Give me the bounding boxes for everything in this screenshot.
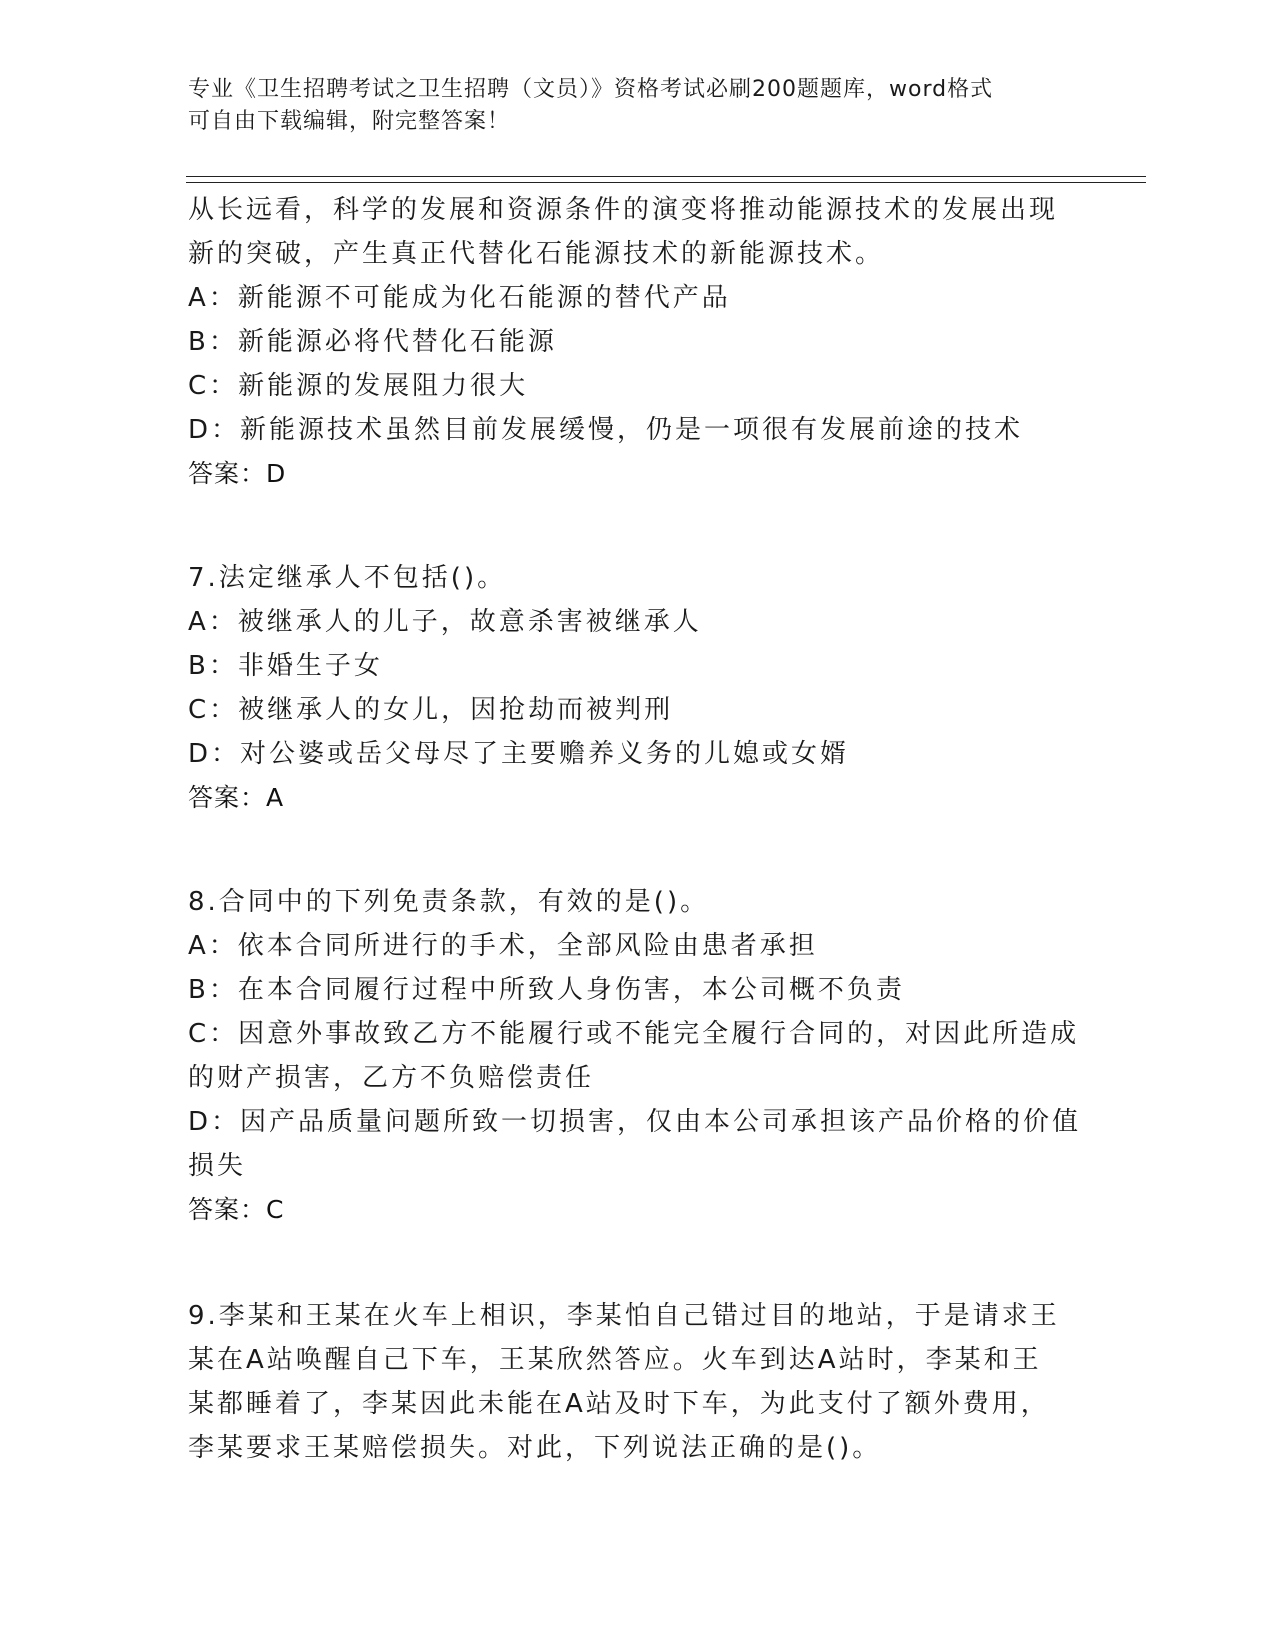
header-line-2: 可自由下载编辑，附完整答案！ bbox=[188, 109, 511, 134]
question-stem-line: 某在A站唤醒自己下车，王某欣然答应。火车到达A站时，李某和王 bbox=[188, 1345, 1042, 1375]
question-stem-line: 李某要求王某赔偿损失。对此，下列说法正确的是()。 bbox=[188, 1433, 882, 1463]
question-stem: 7.法定继承人不包括()。 bbox=[188, 563, 507, 593]
question-stem-line: 从长远看，科学的发展和资源条件的演变将推动能源技术的发展出现 bbox=[188, 195, 1059, 225]
option-c: C：被继承人的女儿，因抢劫而被判刑 bbox=[188, 695, 674, 725]
option-c-continued: 的财产损害，乙方不负赔偿责任 bbox=[188, 1063, 595, 1093]
option-b: B：非婚生子女 bbox=[188, 651, 383, 681]
spacer bbox=[188, 820, 1088, 880]
question-8-block bbox=[188, 880, 1088, 1232]
option-a: A：新能源不可能成为化石能源的替代产品 bbox=[188, 283, 731, 313]
document-header bbox=[188, 74, 1088, 138]
question-stem: 8.合同中的下列免责条款，有效的是()。 bbox=[188, 887, 710, 917]
spacer bbox=[188, 496, 1088, 556]
question-stem-line: 9.李某和王某在火车上相识，李某怕自己错过目的地站，于是请求王 bbox=[188, 1301, 1060, 1331]
option-d: D：对公婆或岳父母尽了主要赡养义务的儿媳或女婿 bbox=[188, 739, 850, 769]
answer-line: 答案：A bbox=[188, 783, 285, 812]
answer-line: 答案：C bbox=[188, 1195, 285, 1224]
header-line-1: 专业《卫生招聘考试之卫生招聘（文员）》资格考试必刷200题题库，word格式 bbox=[188, 77, 994, 102]
option-b: B：在本合同履行过程中所致人身伤害，本公司概不负责 bbox=[188, 975, 905, 1005]
spacer bbox=[188, 1232, 1088, 1294]
answer-line: 答案：D bbox=[188, 459, 287, 488]
option-c: C：因意外事故致乙方不能履行或不能完全履行合同的，对因此所造成 bbox=[188, 1019, 1080, 1049]
question-stem-line: 某都睡着了，李某因此未能在A站及时下车，为此支付了额外费用， bbox=[188, 1389, 1050, 1419]
option-a: A：被继承人的儿子，故意杀害被继承人 bbox=[188, 607, 702, 637]
question-7-block bbox=[188, 556, 1088, 820]
option-a: A：依本合同所进行的手术，全部风险由患者承担 bbox=[188, 931, 818, 961]
header-divider-bottom bbox=[186, 182, 1146, 183]
option-d: D：因产品质量问题所致一切损害，仅由本公司承担该产品价格的价值 bbox=[188, 1107, 1082, 1137]
question-9-block bbox=[188, 1294, 1088, 1470]
option-d: D：新能源技术虽然目前发展缓慢，仍是一项很有发展前途的技术 bbox=[188, 415, 1024, 445]
option-c: C：新能源的发展阻力很大 bbox=[188, 371, 529, 401]
option-b: B：新能源必将代替化石能源 bbox=[188, 327, 557, 357]
question-6-block bbox=[188, 188, 1088, 496]
document-body bbox=[188, 188, 1088, 1470]
header-divider-top bbox=[186, 176, 1146, 177]
option-d-continued: 损失 bbox=[188, 1151, 247, 1181]
question-stem-line: 新的突破，产生真正代替化石能源技术的新能源技术。 bbox=[188, 239, 885, 269]
